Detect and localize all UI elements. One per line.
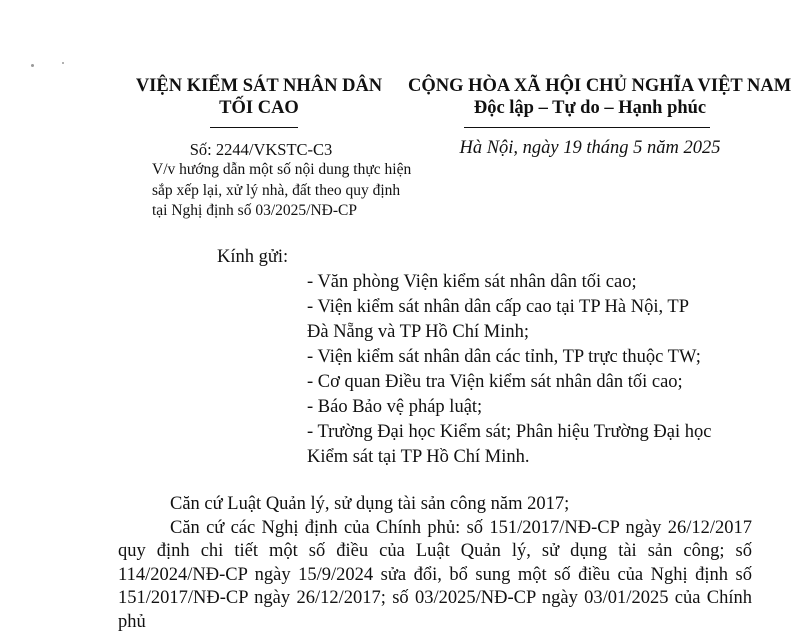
agency-name-line2: TỐI CAO (118, 98, 400, 119)
recipient-item: - Văn phòng Viện kiểm sát nhân dân tối cao; (307, 270, 711, 295)
subject-line: tại Nghị định số 03/2025/NĐ-CP (152, 201, 411, 222)
recipient-item: - Cơ quan Điều tra Viện kiểm sát nhân dân tối cao; (307, 370, 711, 395)
recipient-list (307, 270, 711, 470)
motto-underline (464, 127, 710, 128)
document-number: Số: 2244/VKSTC-C3 (140, 140, 382, 160)
scan-speck (31, 64, 34, 67)
subject-line: sắp xếp lại, xử lý nhà, đất theo quy định (152, 181, 411, 202)
salutation: Kính gửi: (217, 247, 288, 268)
place-and-date: Hà Nội, ngày 19 tháng 5 năm 2025 (410, 138, 770, 159)
subject-line: V/v hướng dẫn một số nội dung thực hiện (152, 160, 411, 181)
national-title: CỘNG HÒA XÃ HỘI CHỦ NGHĨA VIỆT NAM (408, 76, 772, 97)
national-motto: Độc lập – Tự do – Hạnh phúc (408, 98, 772, 119)
recipient-item: - Viện kiểm sát nhân dân các tỉnh, TP trực thuộc TW; (307, 345, 711, 370)
recipient-item-continued: Kiểm sát tại TP Hồ Chí Minh. (307, 445, 711, 470)
scan-speck (62, 62, 64, 64)
recipient-item-continued: Đà Nẵng và TP Hồ Chí Minh; (307, 320, 711, 345)
agency-name-line1: VIỆN KIỂM SÁT NHÂN DÂN (118, 76, 400, 97)
recipient-item: - Trường Đại học Kiểm sát; Phân hiệu Trường Đại học (307, 420, 711, 445)
recipient-item: - Viện kiểm sát nhân dân cấp cao tại TP Hà Nội, TP (307, 295, 711, 320)
agency-underline (210, 127, 298, 128)
body-paragraph: Căn cứ Luật Quản lý, sử dụng tài sản công năm 2017; (118, 493, 752, 517)
document-body (118, 493, 752, 634)
body-paragraph: Căn cứ các Nghị định của Chính phủ: số 151/2017/NĐ-CP ngày 26/12/2017 quy định chi tiết một số điều của Luật Quản lý, sử dụng tài sản công; số 114/2024/NĐ-CP ngày 15/9/2024 sửa đổi, bổ sung một số điều của Nghị định số 151/2017/NĐ-CP ngày 26/12/2017; số 03/2025/NĐ-CP ngày 03/01/2025 của Chính phủ (118, 517, 752, 634)
document-subject (152, 160, 411, 222)
recipient-item: - Báo Bảo vệ pháp luật; (307, 395, 711, 420)
